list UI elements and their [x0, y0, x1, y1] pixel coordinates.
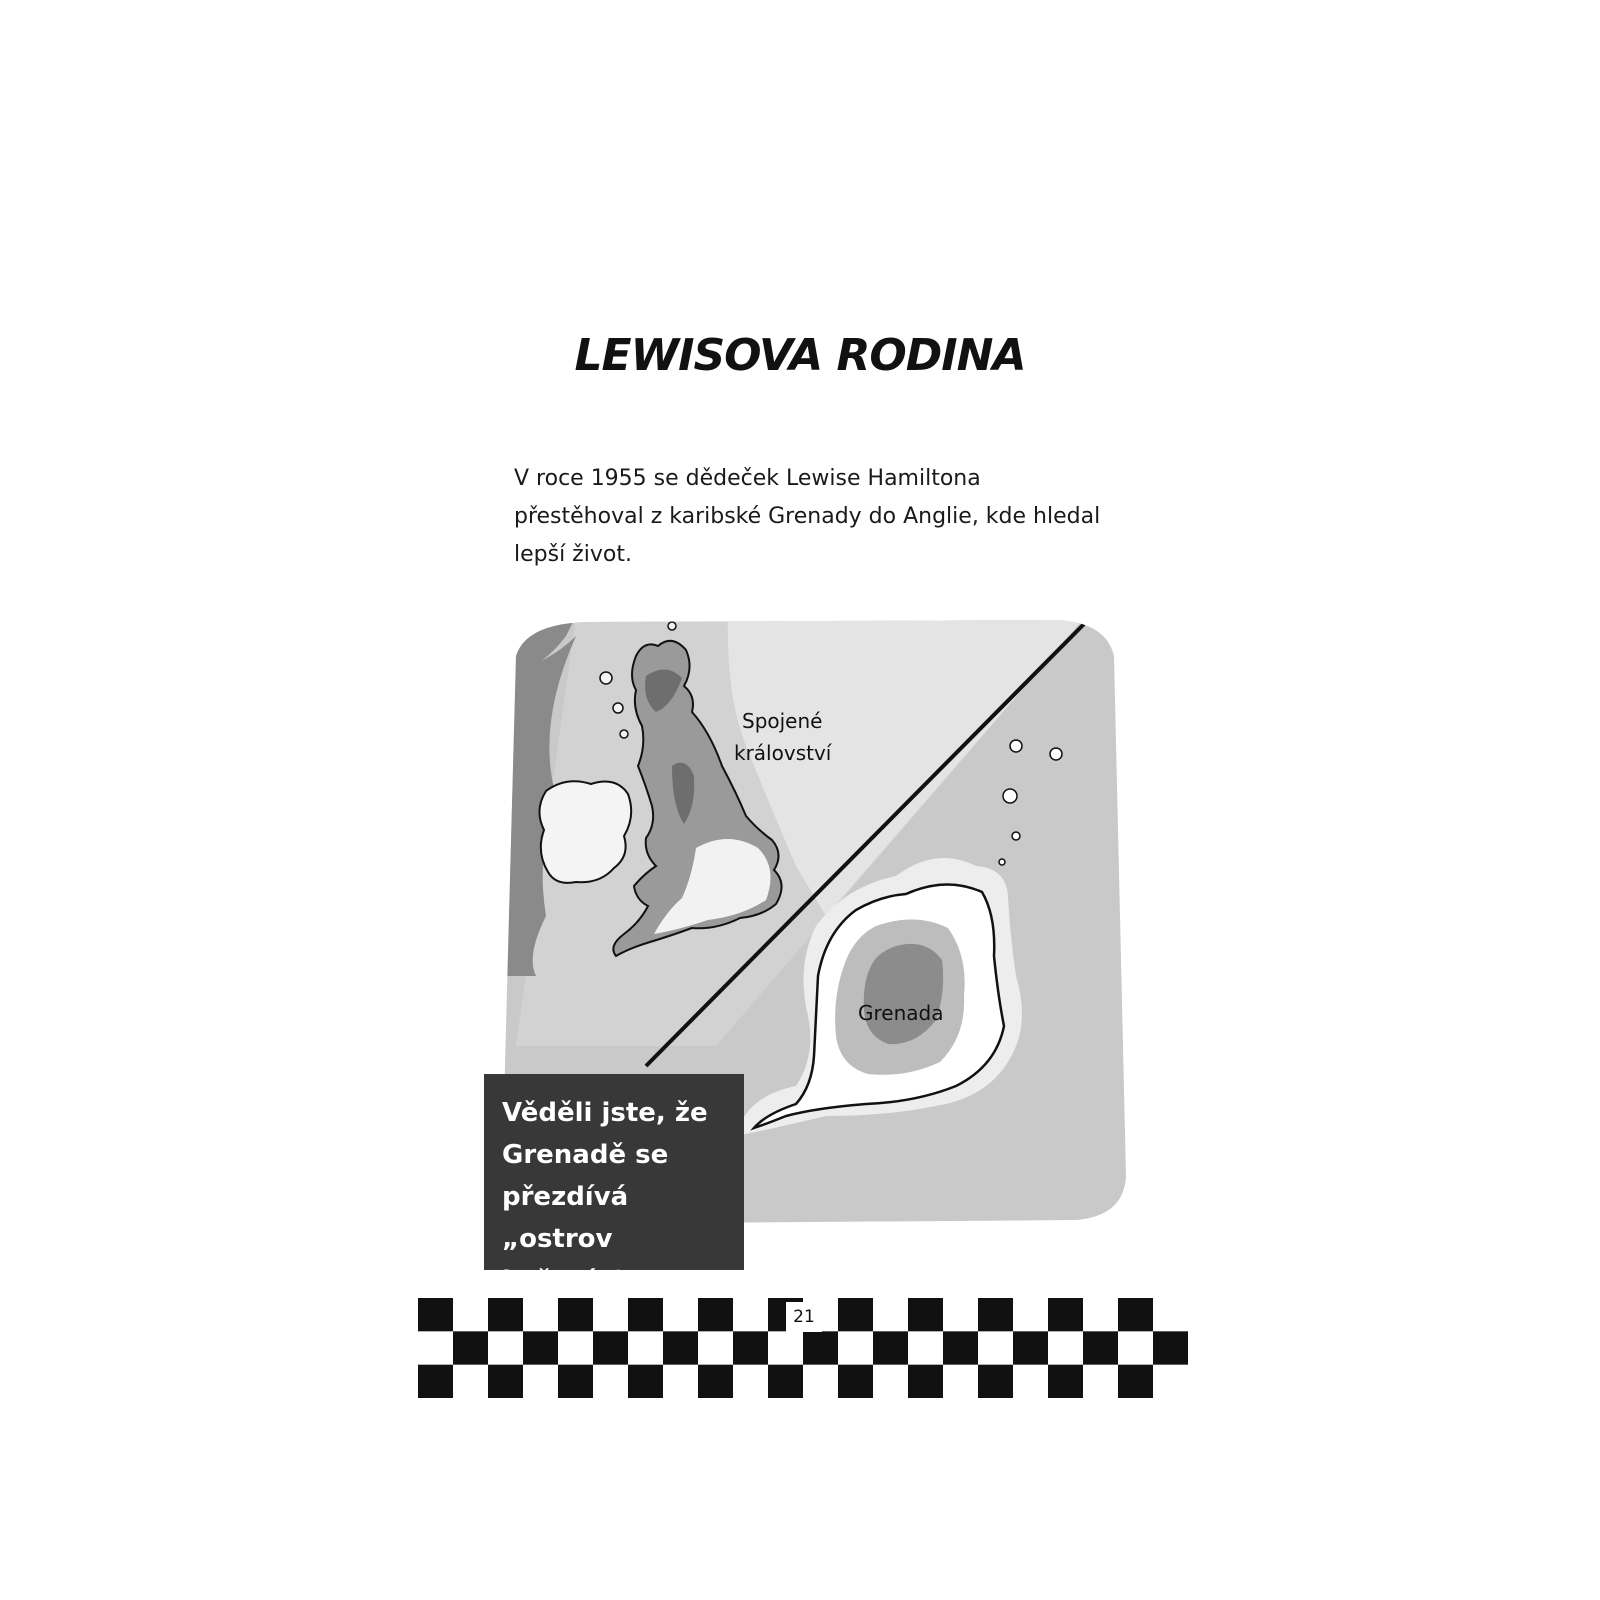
checker-square: [978, 1365, 1013, 1398]
page-title: LEWISOVA RODINA: [574, 330, 1026, 381]
checker-square: [943, 1331, 978, 1364]
fact-box: [484, 1074, 744, 1296]
checker-square: [1048, 1365, 1083, 1398]
checker-square: [488, 1365, 523, 1398]
label-uk-line2: království: [734, 741, 832, 765]
checker-square: [768, 1365, 803, 1398]
checker-square: [978, 1298, 1013, 1331]
checker-square: [593, 1331, 628, 1364]
checker-square: [558, 1298, 593, 1331]
isle-shape: [668, 622, 676, 630]
page-number: 21: [786, 1302, 822, 1332]
checker-square: [1083, 1331, 1118, 1364]
isle-shape: [620, 730, 628, 738]
label-grenada: Grenada: [858, 1001, 944, 1025]
checker-square: [558, 1365, 593, 1398]
isle-shape: [600, 672, 612, 684]
grenadine-island-shape: [1010, 740, 1022, 752]
checker-square: [838, 1298, 873, 1331]
checker-square: [488, 1298, 523, 1331]
checker-square: [1048, 1298, 1083, 1331]
checker-square: [628, 1298, 663, 1331]
checker-square: [1013, 1331, 1048, 1364]
checker-square: [698, 1365, 733, 1398]
isle-shape: [613, 703, 623, 713]
checker-square: [1118, 1365, 1153, 1398]
checker-square: [663, 1331, 698, 1364]
checker-square: [628, 1365, 663, 1398]
checker-square: [838, 1365, 873, 1398]
checker-square: [1118, 1298, 1153, 1331]
checker-square: [418, 1298, 453, 1331]
checker-square: [908, 1298, 943, 1331]
intro-paragraph: V roce 1955 se dědeček Lewise Hamiltona přestěhoval z karibské Grenady do Anglie, kde hledal lepší život.: [514, 466, 1101, 567]
checker-square: [733, 1331, 768, 1364]
checker-square: [418, 1365, 453, 1398]
checker-square: [873, 1331, 908, 1364]
grenadine-island-shape: [1003, 789, 1017, 803]
checker-square: [908, 1365, 943, 1398]
label-uk-line1: Spojené: [742, 709, 823, 733]
checker-square: [523, 1331, 558, 1364]
checker-square: [1153, 1331, 1188, 1364]
grenadine-island-shape: [999, 859, 1005, 865]
grenadine-island-shape: [1012, 832, 1020, 840]
checker-square: [803, 1331, 838, 1364]
grenadine-island-shape: [1050, 748, 1062, 760]
checker-square: [453, 1331, 488, 1364]
checker-square: [698, 1298, 733, 1331]
fact-box-text: Věděli jste, že Grenadě se přezdívá „ostrov koření“?: [502, 1098, 708, 1296]
